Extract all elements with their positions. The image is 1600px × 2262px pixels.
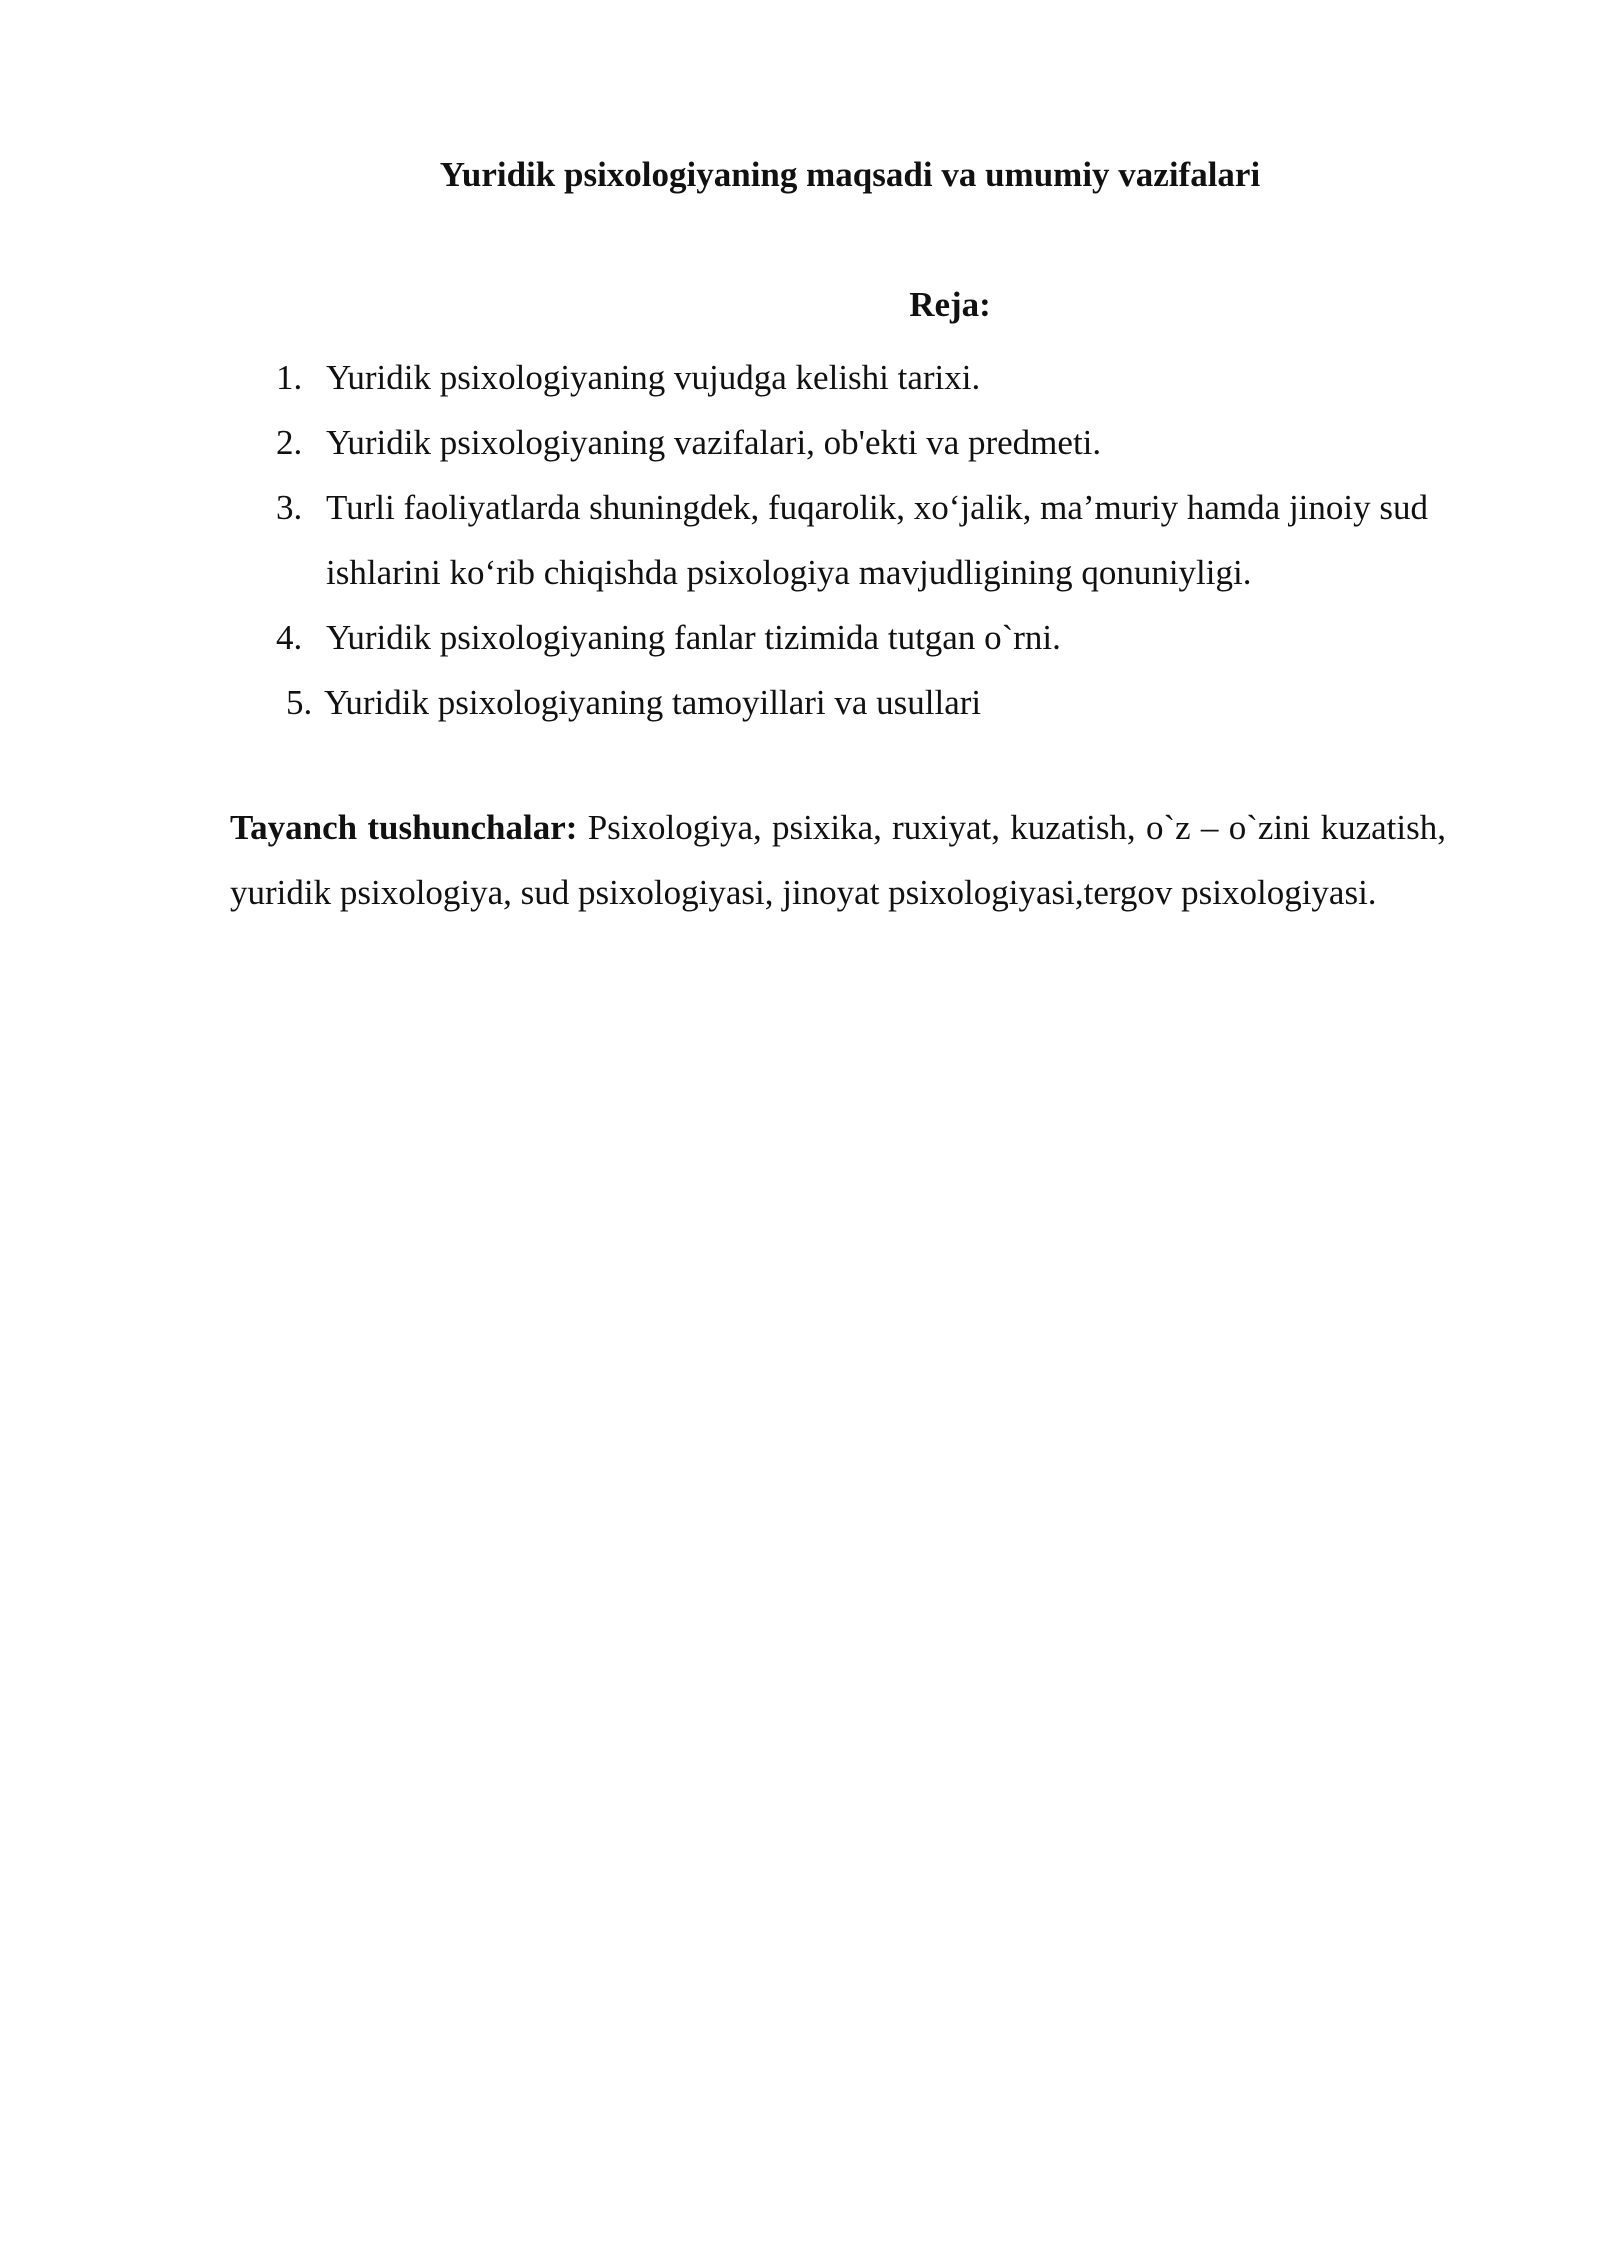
plan-item-number: 4. xyxy=(276,618,303,657)
plan-item xyxy=(270,475,1450,605)
plan-item-text: Yuridik psixologiyaning vazifalari, ob'ekti va predmeti. xyxy=(326,423,1102,462)
plan-item-text: Yuridik psixologiyaning fanlar tizimida tutgan o`rni. xyxy=(326,618,1061,657)
plan-item-number: 5. xyxy=(286,683,313,722)
plan-item-number: 2. xyxy=(276,423,303,462)
plan-item xyxy=(270,345,1450,410)
plan-item-number: 1. xyxy=(276,358,303,397)
keywords-text: Psixologiya, psixika, ruxiyat, kuzatish, o`z – o`zini kuzatish, yuridik psixologiya, sud psixologiyasi, jinoyat psixologiyasi,tergov psixologiyasi. xyxy=(230,808,1446,912)
plan-item-text: Yuridik psixologiyaning tamoyillari va usullari xyxy=(324,683,982,722)
plan-item xyxy=(270,670,1450,735)
plan-item-number: 3. xyxy=(276,488,303,527)
plan-item xyxy=(270,410,1450,475)
document-title: Yuridik psixologiyaning maqsadi va umumiy vazifalari xyxy=(439,155,1261,194)
plan-heading: Reja: xyxy=(909,285,991,324)
keywords-paragraph xyxy=(230,795,1446,925)
keywords-label: Tayanch tushunchalar: xyxy=(230,808,578,847)
plan-item xyxy=(270,605,1450,670)
plan-item-text: Yuridik psixologiyaning vujudga kelishi tarixi. xyxy=(326,358,981,397)
plan-item-text: Turli faoliyatlarda shuningdek, fuqarolik, xo‘jalik, ma’muriy hamda jinoiy sud ishlarini ko‘rib chiqishda psixologiya mavjudligining qonuniyligi. xyxy=(326,488,1428,592)
plan-list xyxy=(270,345,1450,735)
